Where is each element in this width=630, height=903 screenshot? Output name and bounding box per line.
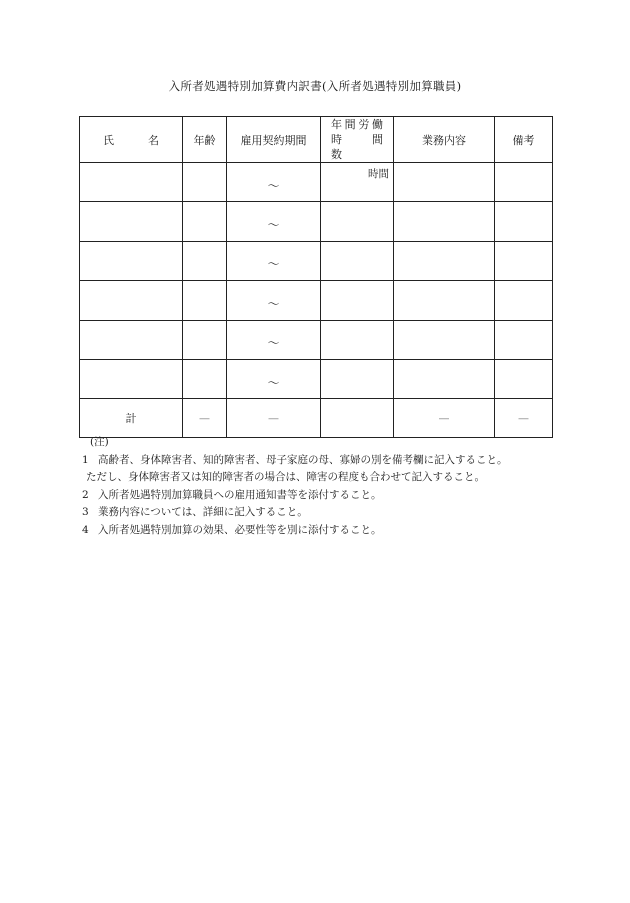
breakdown-table — [79, 116, 553, 438]
contract-period-cell[interactable] — [227, 359, 321, 398]
name-cell[interactable] — [80, 163, 183, 202]
table-row — [80, 281, 553, 320]
header-annual-hours: 年間労働 時 間 数 — [321, 117, 394, 163]
total-label: 計 — [80, 399, 183, 438]
duties-cell[interactable] — [394, 202, 495, 241]
age-cell[interactable] — [183, 202, 227, 241]
table-row — [80, 202, 553, 241]
hours-unit-label: 時間 — [368, 168, 389, 180]
annual-hours-cell[interactable] — [321, 202, 394, 241]
age-cell[interactable] — [183, 359, 227, 398]
annual-hours-cell[interactable] — [321, 359, 394, 398]
period-separator: 〜 — [267, 375, 280, 390]
duties-cell[interactable] — [394, 359, 495, 398]
note-item: 2 入所者処遇特別加算職員への雇用通知書等を添付すること。 — [82, 488, 382, 501]
age-cell[interactable] — [183, 241, 227, 280]
period-separator: 〜 — [267, 336, 280, 351]
contract-period-cell[interactable] — [227, 320, 321, 359]
name-cell[interactable] — [80, 359, 183, 398]
annual-hours-cell[interactable] — [321, 163, 394, 202]
total-period-dash: — — [227, 399, 321, 438]
remarks-cell[interactable] — [495, 281, 553, 320]
duties-cell[interactable] — [394, 241, 495, 280]
contract-period-cell[interactable] — [227, 202, 321, 241]
total-remarks-dash: — — [495, 399, 553, 438]
remarks-cell[interactable] — [495, 202, 553, 241]
age-cell[interactable] — [183, 281, 227, 320]
remarks-cell[interactable] — [495, 320, 553, 359]
remarks-cell[interactable] — [495, 241, 553, 280]
page-title: 入所者処遇特別加算費内訳書(入所者処遇特別加算職員) — [168, 79, 462, 93]
header-duties: 業務内容 — [394, 117, 495, 163]
total-hours-cell[interactable] — [321, 399, 394, 438]
annual-hours-cell[interactable] — [321, 281, 394, 320]
header-remarks: 備考 — [495, 117, 553, 163]
total-duties-dash: — — [394, 399, 495, 438]
header-contract-period: 雇用契約期間 — [227, 117, 321, 163]
duties-cell[interactable] — [394, 163, 495, 202]
table-row — [80, 320, 553, 359]
contract-period-cell[interactable] — [227, 163, 321, 202]
annual-hours-cell[interactable] — [321, 241, 394, 280]
period-separator: 〜 — [267, 218, 280, 233]
contract-period-cell[interactable] — [227, 241, 321, 280]
age-cell[interactable] — [183, 163, 227, 202]
header-age: 年齢 — [183, 117, 227, 163]
duties-cell[interactable] — [394, 281, 495, 320]
note-item-continuation: ただし、身体障害者又は知的障害者の場合は、障害の程度も合わせて記入すること。 — [86, 471, 485, 484]
name-cell[interactable] — [80, 241, 183, 280]
notes-section — [82, 434, 508, 540]
period-separator: 〜 — [267, 296, 280, 311]
name-cell[interactable] — [80, 320, 183, 359]
period-separator: 〜 — [267, 178, 280, 193]
annual-hours-cell[interactable] — [321, 320, 394, 359]
notes-heading: (注) — [90, 436, 109, 448]
age-cell[interactable] — [183, 320, 227, 359]
note-item: 1 高齢者、身体障害者、知的障害者、母子家庭の母、寡婦の別を備考欄に記入すること。 — [82, 453, 508, 466]
period-separator: 〜 — [267, 257, 280, 272]
table-row — [80, 163, 553, 202]
duties-cell[interactable] — [394, 320, 495, 359]
table-row — [80, 359, 553, 398]
note-item: 4 入所者処遇特別加算の効果、必要性等を別に添付すること。 — [82, 523, 382, 536]
header-name: 氏 名 — [80, 117, 183, 163]
remarks-cell[interactable] — [495, 163, 553, 202]
contract-period-cell[interactable] — [227, 281, 321, 320]
note-item: 3 業務内容については、詳細に記入すること。 — [82, 506, 308, 519]
total-row — [80, 399, 553, 438]
name-cell[interactable] — [80, 281, 183, 320]
total-age-dash: — — [183, 399, 227, 438]
table-row — [80, 241, 553, 280]
header-row — [80, 117, 553, 163]
remarks-cell[interactable] — [495, 359, 553, 398]
name-cell[interactable] — [80, 202, 183, 241]
